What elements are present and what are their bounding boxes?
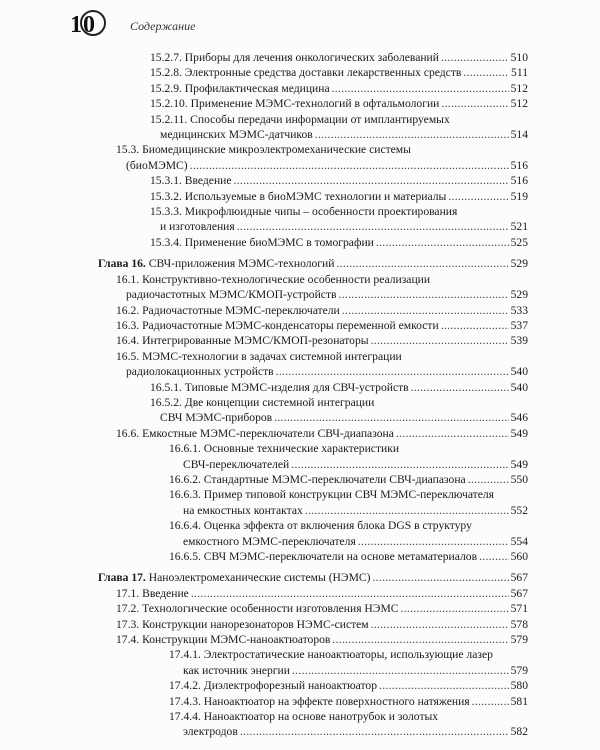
toc-entry-text-continued: радиолокационных устройств [126, 365, 274, 379]
toc-entry-text: Введение [184, 174, 232, 188]
toc-entry-number: 17.4.4. [169, 710, 204, 724]
dot-leader [358, 534, 509, 549]
toc-page-number: 539 [510, 334, 528, 348]
toc-entry[interactable] [98, 50, 528, 65]
dot-leader [479, 549, 509, 564]
toc-entry-number: 15.2.8. [150, 66, 185, 80]
toc-entry[interactable] [98, 647, 528, 678]
toc-entry-number: 16.6. [116, 426, 143, 440]
toc-entry-title [98, 570, 370, 585]
toc-page-number: 581 [510, 694, 528, 708]
toc-entry-number: 15.2.7. [150, 51, 185, 64]
dot-leader [292, 663, 509, 678]
toc-entry-title [116, 318, 439, 333]
toc-entry[interactable] [98, 441, 528, 472]
dot-leader [191, 586, 509, 601]
toc-entry[interactable] [98, 112, 528, 143]
dot-leader [276, 364, 509, 379]
dot-leader [376, 235, 509, 250]
toc-entry-title [150, 189, 446, 204]
toc-entry[interactable] [98, 173, 528, 188]
toc-entry[interactable] [98, 272, 528, 303]
toc-entry-text: СВЧ МЭМС-переключатели на основе метаматериалов [203, 550, 478, 563]
toc-page-number: 582 [510, 725, 528, 739]
toc-page-number: 567 [510, 586, 528, 600]
toc-entry[interactable] [98, 472, 528, 487]
toc-chapter-entry[interactable] [98, 256, 528, 271]
toc-entry[interactable] [98, 96, 528, 111]
toc-entry-number: 17.4. [116, 633, 143, 647]
dot-leader [234, 173, 509, 188]
dot-leader [371, 333, 509, 348]
toc-page-number: 512 [510, 97, 528, 111]
toc-page-number: 578 [510, 617, 528, 631]
toc-entry-text: Технологические особенности изготовления НЭМС [142, 602, 399, 616]
toc-entry-title [150, 50, 439, 65]
toc-entry-title [150, 65, 461, 80]
toc-entry-text: Используемые в биоМЭМС технологии и материалы [184, 189, 447, 203]
dot-leader [441, 50, 509, 65]
toc-entry-text: СВЧ-приложения МЭМС-технологий [148, 257, 335, 271]
toc-entry-text-continued: емкостного МЭМС-переключателя [183, 534, 356, 548]
toc-entry-title [116, 143, 411, 156]
toc-chapter-entry[interactable] [98, 570, 528, 585]
toc-entry-title [169, 488, 494, 501]
dot-leader [463, 65, 509, 80]
toc-entry-text-continued: СВЧ-переключателей [183, 457, 290, 471]
toc-page-number: 521 [510, 220, 528, 234]
toc-entry-number: 16.6.5. [169, 550, 204, 563]
toc-entry[interactable] [98, 601, 528, 616]
toc-page-number: 514 [510, 128, 528, 142]
dot-leader [274, 410, 508, 425]
toc-entry[interactable] [98, 549, 528, 564]
toc-entry[interactable] [98, 142, 528, 173]
toc-entry-number: 17.2. [116, 602, 143, 616]
toc-page-number: 540 [510, 380, 528, 394]
toc-page-number: 554 [510, 534, 528, 548]
toc-entry[interactable] [98, 586, 528, 601]
toc-page-number: 525 [510, 235, 528, 249]
toc-entry-text-continued: СВЧ МЭМС-приборов [160, 411, 273, 425]
chapter-label: Глава 16. [98, 257, 149, 271]
toc-entry[interactable] [98, 617, 528, 632]
toc-entry-number: 16.6.1. [169, 442, 204, 456]
dot-leader [411, 380, 509, 395]
toc-entry-title [150, 380, 409, 395]
dot-leader [305, 503, 509, 518]
toc-page-number: 552 [510, 503, 528, 517]
toc-entry-title [98, 256, 334, 271]
toc-page-number: 579 [510, 663, 528, 677]
toc-entry-number: 16.1. [116, 272, 143, 286]
toc-entry-text: Применение МЭМС-технологий в офтальмологии [190, 97, 440, 111]
toc-entry-text: Электростатические наноактюаторы, использующие лазер [203, 648, 493, 662]
toc-page-number: 549 [510, 426, 528, 440]
toc-entry-title [116, 350, 402, 363]
toc-entry[interactable] [98, 632, 528, 647]
toc-entry-text: Применение биоМЭМС в томографии [184, 235, 374, 249]
toc-entry-title [116, 617, 369, 632]
dot-leader [372, 570, 508, 585]
toc-page-number: 512 [510, 81, 528, 95]
toc-entry-number: 16.6.2. [169, 472, 204, 486]
toc-page-number: 546 [510, 411, 528, 425]
dot-leader [339, 287, 509, 302]
toc-entry[interactable] [98, 65, 528, 80]
dot-leader [315, 127, 509, 142]
toc-entry-number: 15.2.11. [150, 112, 191, 126]
dot-leader [332, 81, 509, 96]
toc-entry-title [150, 96, 439, 111]
toc-entry-text: Микрофлюидные чипы – особенности проектирования [184, 205, 458, 219]
toc-entry-title [169, 710, 438, 723]
toc-entry-text: Наноактюатор на основе нанотрубок и золотых [203, 710, 439, 724]
dot-leader [396, 426, 509, 441]
toc-entry-text-continued: электродов [183, 725, 238, 739]
toc-entry-text: Наноактюатор на эффекте поверхностного натяжения [203, 694, 470, 708]
toc-entry-number: 15.3.4. [150, 235, 185, 249]
toc-entry-text: Интегрированные МЭМС/КМОП-резонаторы [142, 334, 369, 348]
toc-entry-text: Способы передачи информации от имплантируемых [190, 112, 450, 126]
chapter-label: Глава 17. [98, 571, 149, 585]
toc-entry-number: 15.3.2. [150, 189, 185, 203]
toc-entry-number: 17.1. [116, 586, 143, 600]
toc-entry-number: 16.3. [116, 318, 143, 332]
toc-entry[interactable] [98, 678, 528, 693]
toc-entry-number: 16.6.4. [169, 519, 204, 533]
toc-entry[interactable] [98, 380, 528, 395]
toc-entry[interactable] [98, 349, 528, 380]
toc-entry-text: Введение [142, 586, 189, 600]
toc-page-number: 511 [511, 66, 528, 80]
dot-leader [332, 632, 508, 647]
toc-entry-text: Диэлектрофорезный наноактюатор [203, 679, 378, 693]
toc-entry-title [116, 273, 430, 286]
toc-page-number: 567 [510, 571, 528, 585]
toc-entry-text-continued: (биоМЭМС) [126, 158, 188, 172]
page-number: 10 [70, 12, 96, 38]
toc-entry-text-continued: медицинских МЭМС-датчиков [160, 128, 313, 142]
toc-entry-title [169, 442, 399, 455]
toc-page-number: 537 [510, 318, 528, 332]
toc-entry-number: 16.5.1. [150, 380, 185, 394]
toc-entry-text-continued: радиочастотных МЭМС/КМОП-устройств [126, 288, 337, 302]
toc-entry-text-continued: на емкостных контактах [183, 503, 303, 517]
toc-entry-title [116, 303, 340, 318]
toc-entry-number: 15.2.10. [150, 97, 191, 111]
dot-leader [291, 457, 508, 472]
toc-entry-title [169, 694, 470, 709]
dot-leader [371, 617, 509, 632]
toc-entry-text: Профилактическая медицина [184, 81, 330, 95]
dot-leader [448, 189, 508, 204]
toc-entry[interactable] [98, 235, 528, 250]
toc-page-number: 580 [510, 679, 528, 693]
toc-entry-number: 17.4.2. [169, 679, 204, 693]
toc-entry-title [116, 632, 330, 647]
toc-entry-number: 17.3. [116, 617, 143, 631]
toc-entry-number: 15.3.3. [150, 205, 185, 219]
toc-entry-number: 15.3. [116, 143, 143, 157]
toc-entry-title [116, 333, 369, 348]
dot-leader [401, 601, 509, 616]
dot-leader [441, 96, 508, 111]
toc-entry-number: 15.2.9. [150, 81, 185, 95]
toc-entry[interactable] [98, 333, 528, 348]
toc-page-number: 516 [510, 174, 528, 188]
toc-page-number: 571 [510, 602, 528, 616]
toc-entry-title [150, 113, 450, 126]
dot-leader [342, 303, 509, 318]
toc-entry-title [169, 472, 466, 487]
toc-entry-number: 16.5.2. [150, 395, 185, 409]
toc-entry[interactable] [98, 303, 528, 318]
toc-page-number: 550 [510, 472, 528, 486]
toc-entry[interactable] [98, 709, 528, 740]
toc-entry-text: Пример типовой конструкции СВЧ МЭМС-переключателя [203, 488, 495, 502]
toc-entry-text: Типовые МЭМС-изделия для СВЧ-устройств [184, 380, 409, 394]
toc-entry[interactable] [98, 518, 528, 549]
toc-entry-title [169, 678, 377, 693]
toc-page-number: 533 [510, 303, 528, 317]
toc-entry-number: 16.4. [116, 334, 143, 348]
toc-page-number: 560 [510, 550, 528, 563]
running-head: Содержание [130, 19, 196, 33]
toc-entry-text: Электронные средства доставки лекарственных средств [184, 66, 462, 80]
toc-entry-title [150, 173, 232, 188]
toc-entry-text: Емкостные МЭМС-переключатели СВЧ-диапазона [142, 426, 394, 440]
toc-entry-text: МЭМС-технологии в задачах системной интеграции [142, 349, 402, 363]
toc-entry[interactable] [98, 487, 528, 518]
dot-leader [468, 472, 509, 487]
toc-entry-text: Оценка эффекта от включения блока DGS в структуру [203, 519, 472, 533]
toc-entry-text: Радиочастотные МЭМС-переключатели [142, 303, 340, 317]
toc-page-number: 510 [510, 51, 528, 64]
dot-leader [237, 219, 509, 234]
toc-entry-title [150, 396, 374, 409]
dot-leader [240, 724, 509, 739]
toc-page-number: 579 [510, 633, 528, 647]
dot-leader [472, 694, 509, 709]
toc-entry-text: Конструкции нанорезонаторов НЭМС-систем [142, 617, 369, 631]
toc-page-number: 540 [510, 365, 528, 379]
toc-entry-number: 17.4.1. [169, 648, 204, 662]
toc-entry-title [116, 426, 394, 441]
toc-entry[interactable] [98, 426, 528, 441]
toc-entry[interactable] [98, 81, 528, 96]
toc-entry-title [169, 648, 493, 661]
toc-entry-text-continued: как источник энергии [183, 663, 290, 677]
toc-entry-text: Основные технические характеристики [203, 442, 400, 456]
toc-page-number: 529 [510, 288, 528, 302]
toc-entry[interactable] [98, 189, 528, 204]
toc-entry-title [150, 205, 457, 218]
toc-entry-title [150, 235, 374, 250]
toc-entry-text: Наноэлектромеханические системы (НЭМС) [148, 571, 371, 585]
dot-leader [190, 158, 509, 173]
toc-entry[interactable] [98, 694, 528, 709]
toc-entry-title [116, 601, 399, 616]
toc-entry-text: Конструктивно-технологические особенности реализации [142, 272, 431, 286]
dot-leader [379, 678, 509, 693]
toc-page-number: 529 [510, 257, 528, 271]
toc-entry-title [169, 549, 477, 564]
toc-page-number: 516 [510, 158, 528, 172]
toc-entry-title [150, 81, 330, 96]
toc-entry-text-continued: и изготовления [160, 220, 235, 234]
toc-entry[interactable] [98, 318, 528, 333]
toc-page-number: 519 [510, 189, 528, 203]
dot-leader [441, 318, 509, 333]
toc-entry-title [116, 586, 189, 601]
toc-entry-text: Биомедицинские микроэлектромеханические системы [142, 143, 411, 157]
toc-entry-text: Конструкции МЭМС-наноактюаторов [142, 633, 331, 647]
toc-entry-number: 16.2. [116, 303, 143, 317]
toc-entry[interactable] [98, 204, 528, 235]
dot-leader [336, 256, 508, 271]
table-of-contents [98, 50, 528, 740]
toc-entry-number: 16.6.3. [169, 488, 204, 502]
toc-entry-text: Радиочастотные МЭМС-конденсаторы переменной емкости [142, 318, 439, 332]
toc-entry-text: Стандартные МЭМС-переключатели СВЧ-диапазона [203, 472, 466, 486]
toc-entry[interactable] [98, 395, 528, 426]
toc-entry-text: Две концепции системной интеграции [184, 395, 375, 409]
toc-page-number: 549 [510, 457, 528, 471]
toc-entry-number: 17.4.3. [169, 694, 204, 708]
toc-entry-text: Приборы для лечения онкологических заболеваний [184, 51, 439, 64]
toc-entry-number: 15.3.1. [150, 174, 185, 188]
toc-entry-title [169, 519, 472, 532]
toc-entry-number: 16.5. [116, 349, 143, 363]
